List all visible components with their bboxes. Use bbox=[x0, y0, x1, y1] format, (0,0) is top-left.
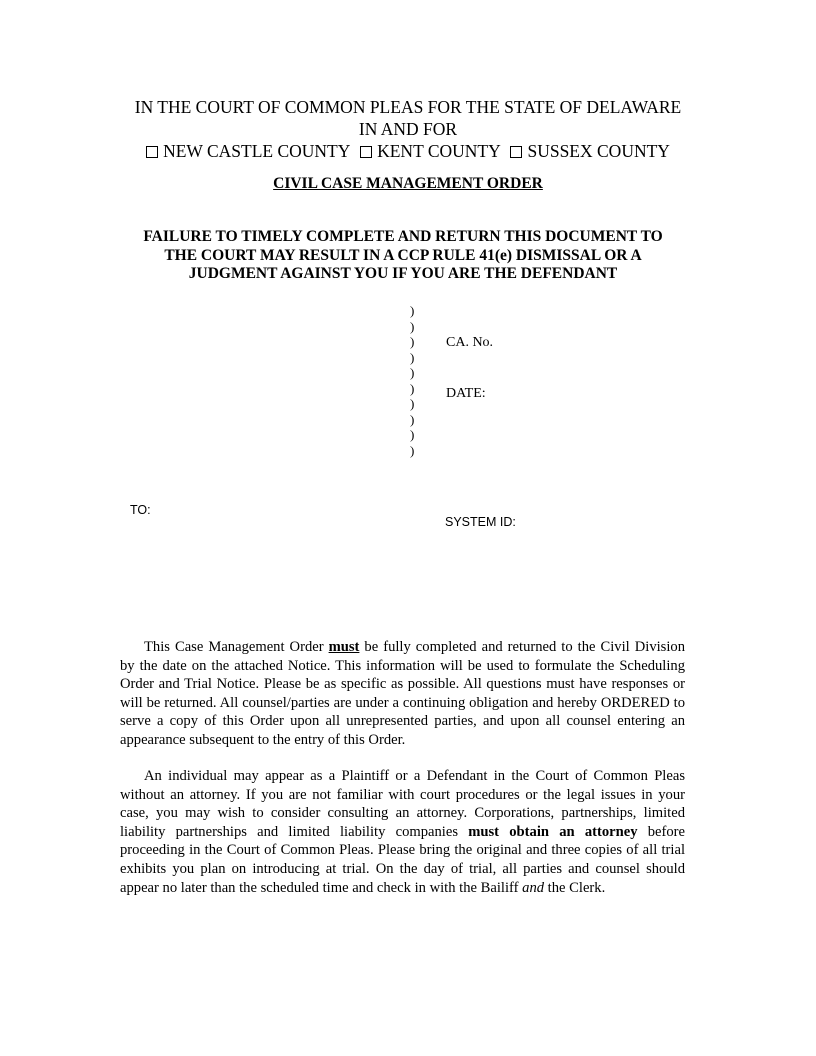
must-obtain-attorney-emphasis: must obtain an attorney bbox=[468, 823, 638, 840]
paren: ) bbox=[410, 318, 415, 334]
ca-no-label: CA. No. bbox=[446, 335, 494, 350]
warning-line: FAILURE TO TIMELY COMPLETE AND RETURN THIS DOCUMENT TO bbox=[143, 228, 663, 245]
county-selection bbox=[0, 140, 816, 162]
paren: ) bbox=[410, 411, 415, 427]
in-and-for-line: IN AND FOR bbox=[358, 119, 458, 139]
date-label: DATE: bbox=[446, 386, 486, 401]
self-representation-paragraph bbox=[120, 767, 685, 897]
must-emphasis: must bbox=[328, 639, 360, 655]
paragraph-text: This Case Management Order bbox=[144, 639, 329, 655]
warning-notice bbox=[120, 228, 686, 284]
sussex-label: SUSSEX COUNTY bbox=[527, 141, 670, 161]
kent-checkbox[interactable] bbox=[360, 146, 372, 158]
paren: ) bbox=[410, 365, 415, 380]
court-name-line: IN THE COURT OF COMMON PLEAS FOR THE STATE OF DELAWARE bbox=[134, 97, 682, 117]
paren: ) bbox=[410, 334, 415, 349]
system-id-label: SYSTEM ID: bbox=[445, 515, 516, 529]
paren: ) bbox=[410, 427, 415, 442]
paren: ) bbox=[410, 349, 415, 365]
document-title-text: CIVIL CASE MANAGEMENT ORDER bbox=[273, 175, 543, 192]
new-castle-checkbox[interactable] bbox=[146, 146, 158, 158]
instructions-paragraph bbox=[120, 638, 685, 750]
warning-line: THE COURT MAY RESULT IN A CCP RULE 41(e) DISMISSAL OR A bbox=[164, 246, 642, 264]
paren: ) bbox=[410, 380, 415, 396]
and-emphasis: and bbox=[522, 879, 545, 896]
document-title bbox=[0, 175, 816, 193]
paren: ) bbox=[410, 396, 415, 411]
paren: ) bbox=[410, 303, 415, 318]
sussex-checkbox[interactable] bbox=[510, 146, 522, 158]
new-castle-label: NEW CASTLE COUNTY bbox=[163, 141, 350, 161]
to-label: TO: bbox=[130, 503, 151, 517]
paragraph-text: the Clerk. bbox=[544, 879, 606, 896]
paren: ) bbox=[410, 442, 415, 458]
paragraph-text: before proceeding in the Court of Common Pleas. Please bring the original and three copies of all trial exhibits you plan on introducing at trial. On the day of trial, all parties and counsel should appear no later than the scheduled time and check in with the Bailiff bbox=[120, 823, 686, 896]
warning-line: JUDGMENT AGAINST YOU IF YOU ARE THE DEFENDANT bbox=[188, 265, 618, 282]
caption-divider bbox=[410, 303, 414, 458]
paragraph-text: An individual may appear as a Plaintiff or a Defendant in the Court of Common Pleas without an attorney. If you are not familiar with court procedures or the legal issues in your case, you may wish to consider consulting an attorney. Corporations, partnerships, limited liability partnerships and limited liability companies bbox=[120, 768, 685, 840]
kent-label: KENT COUNTY bbox=[377, 141, 501, 161]
paragraph-text: be fully completed and returned to the Civil Division by the date on the attached Notice. This information will be used to formulate the Scheduling Order and Trial Notice. Please be as specific as possible. All questions must have responses or will be returned. All counsel/parties are under a continuing obligation and hereby ORDERED to serve a copy of this Order upon all unrepresented parties, and upon all counsel entering an appearance subsequent to the entry of this Order. bbox=[120, 639, 686, 748]
